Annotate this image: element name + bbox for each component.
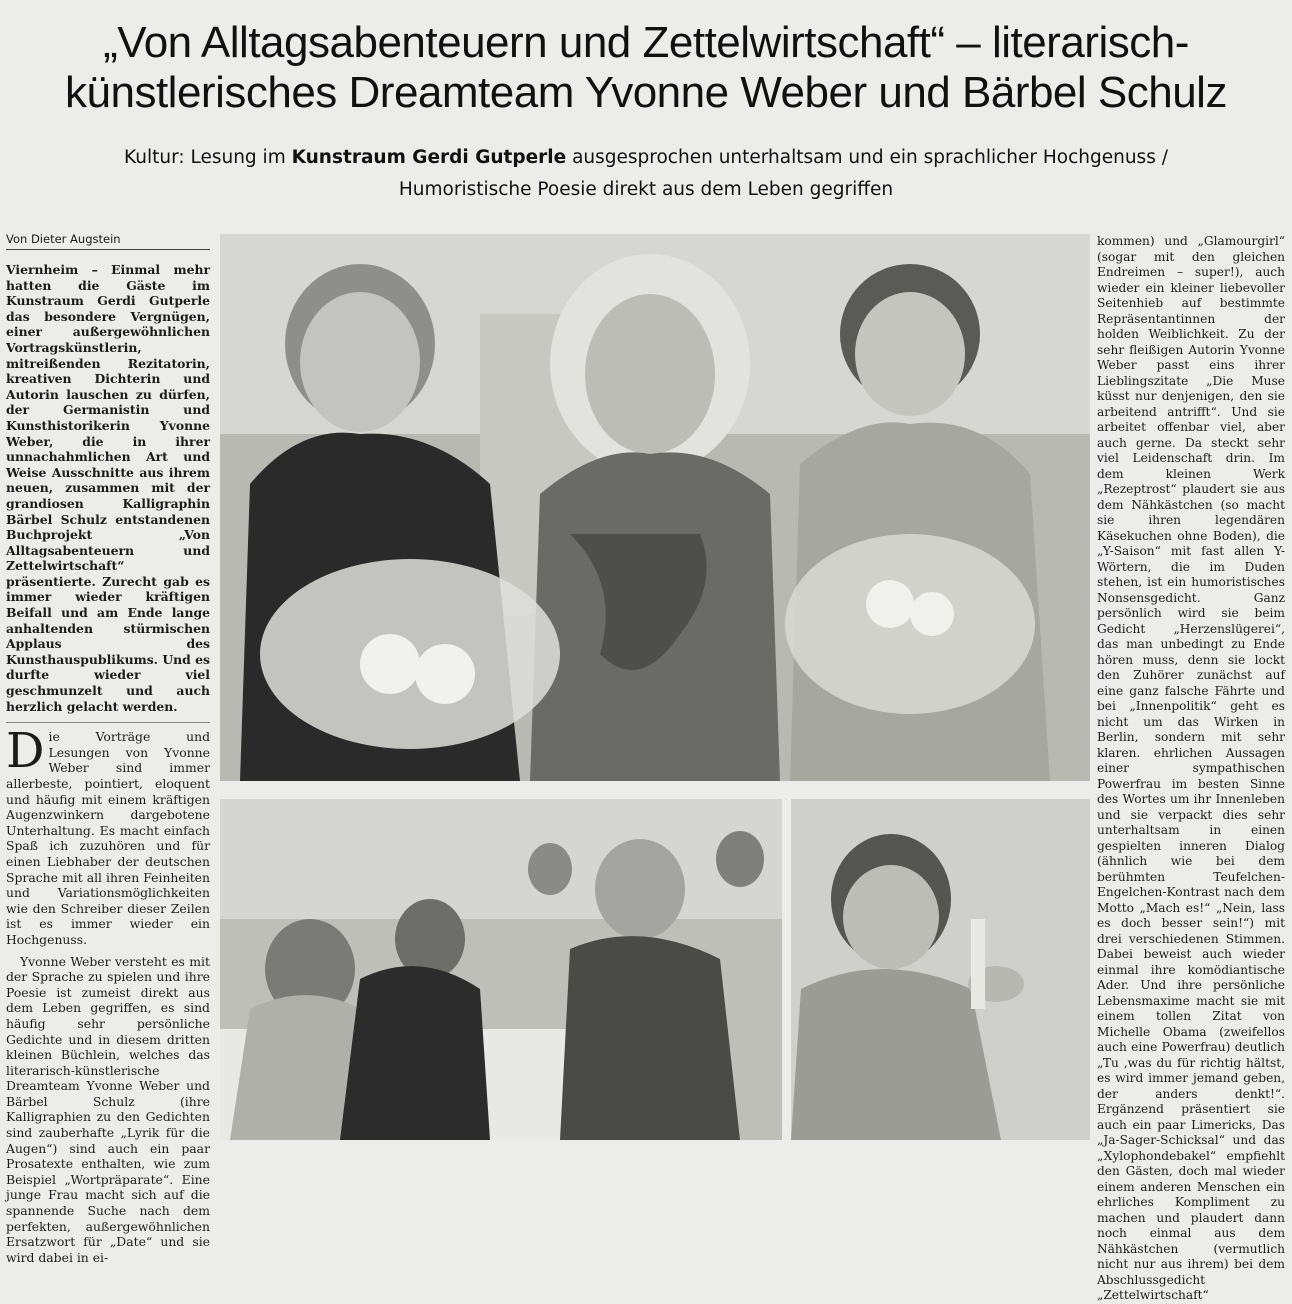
body-paragraph-2: Yvonne Weber versteht es mit der Sprache zu spielen und ihre Poesie ist zumeist direkt aus dem Leben gegriffen, es sind häufig sehr persönliche Gedichte und in diesem dritten kleinen Büchlein, welches das literarisch-künstlerische Dreamteam Yvonne Weber und Bärbel Schulz (ihre Kalligraphien zu den Gedichten sind zauberhafte „Lyrik für die Augen“) sind auch ein paar Prosatexte enthalten, wie zum Beispiel „Wortpräparate“. Eine junge Frau macht sich auf die spannende Suche nach dem perfekten, außergewöhnlichen Ersatzwort für „Date“ und sie wird dabei in ei- [6, 953, 210, 1265]
headline-line-1: „Von Alltagsabenteuern und Zettelwirtschaft“ – literarisch- [103, 18, 1189, 67]
subheadline-line-1: Kultur: Lesung im Kunstraum Gerdi Gutperle ausgesprochen unterhaltsam und ein sprachlicher Hochgenuss / [124, 147, 1168, 168]
main-photo [220, 234, 1090, 781]
byline: Von Dieter Augstein [6, 232, 210, 250]
headline-line-2: künstlerisches Dreamteam Yvonne Weber und Bärbel Schulz [65, 68, 1227, 117]
left-column [6, 262, 210, 1265]
lead-paragraph: Viernheim – Einmal mehr hatten die Gäste im Kunstraum Gerdi Gutperle das besondere Vergnügen, einer außergewöhnlichen Vortragskünstlerin, mitreißenden Rezitatorin, kreativen Dichterin und Autorin lauschen zu dürfen, der Germanistin und Kunsthistorikerin Yvonne Weber, die in ihrer unnachahmlichen Art und Weise Ausschnitte aus ihrem neuen, zusammen mit der grandiosen Kalligraphin Bärbel Schulz entstandenen Buchprojekt „Von Alltagsabenteuern und Zettelwirtschaft“ präsentierte. Zurecht gab es immer wieder kräftigen Beifall und am Ende lange anhaltenden stürmischen Applaus des Kunsthauspublikums. Und es durfte wieder viel geschmunzelt und auch herzlich gelacht werden. [6, 262, 210, 714]
audience-photo [220, 799, 782, 1140]
venue-name: Kunstraum Gerdi Gutperle [291, 147, 567, 168]
reading-photo [791, 799, 1090, 1140]
subheadline [0, 142, 1292, 206]
headline [0, 18, 1292, 118]
subheadline-line-2: Humoristische Poesie direkt aus dem Leben gegriffen [398, 179, 894, 200]
right-column: kommen) und „Glamourgirl“ (sogar mit den gleichen Endreimen – super!), auch wieder ein kleiner liebevoller Seitenhieb auf bestimmte Repräsentantinnen der holden Weiblichkeit. Zu der sehr fleißigen Autorin Yvonne Weber passt eins ihrer Lieblingszitate „Die Muse küsst nur denjenigen, den sie arbeitend antrifft“. Und sie arbeitet offenbar viel, aber auch gerne. Da steckt sehr viel Leidenschaft drin. Im dem kleinen Werk „Rezeptrost“ plaudert sie aus dem Nähkästchen (so macht sie ihren legendären Käsekuchen ohne Boden), die „Y-Saison“ mit fast allen Y-Wörtern, die im Duden stehen, ist ein humoristisches Nonsensgedicht. Ganz persönlich wird sie beim Gedicht „Herzenslügerei“, das man unbedingt zu Ende hören muss, denn sie lockt den Zuhörer zunächst auf eine ganz falsche Fährte und bei „Innenpolitik“ geht es nicht um das Wirken in Berlin, sondern mit sehr klaren. ehrlichen Aussagen einer sympathischen Powerfrau im besten Sinne des Wortes um ihr Innenleben und sie verpackt dies sehr unterhaltsam in einen gespielten inneren Dialog (ähnlich wie bei dem berühmten Teufelchen-Engelchen-Kontrast nach dem Motto „Mach es!“ „Nein, lass es doch besser sein!“) mit drei verschiedenen Stimmen. Dabei beweist auch wieder einmal ihre komödiantische Ader. Und ihre persönliche Lebensmaxime macht sie mit einem tollen Zitat von Michelle Obama (zweifellos auch eine Powerfrau) deutlich „Tu ‚was du für richtig hältst, es wird immer jemand geben, der anders denkt!“. Ergänzend präsentiert sie auch ein paar Limericks, Das „Ja-Sager-Schicksal“ und das „Xylophondebakel“ empfiehlt den Gästen, doch mal wieder einem anderen Menschen ein ehrliches Kompliment zu machen und plaudert dann noch einmal aus dem Nähkästchen (vermutlich nicht nur aus ihrem) bei dem Abschlussgedicht „Zettelwirtschaft“ [1097, 234, 1285, 1302]
body-paragraph-1: Die Vorträge und Lesungen von Yvonne Weber sind immer allerbeste, pointiert, eloquent und häufig mit einem kräftigen Augenzwinkern dargebotene Unterhaltung. Es macht einfach Spaß ich zuzuhören und für einen Liebhaber der deutschen Sprache mit all ihren Feinheiten und Variationsmöglichkeiten wie den Schreiber dieser Zeilen ist es immer wieder ein Hochgenuss. [6, 723, 210, 947]
drop-cap: D [6, 723, 45, 780]
